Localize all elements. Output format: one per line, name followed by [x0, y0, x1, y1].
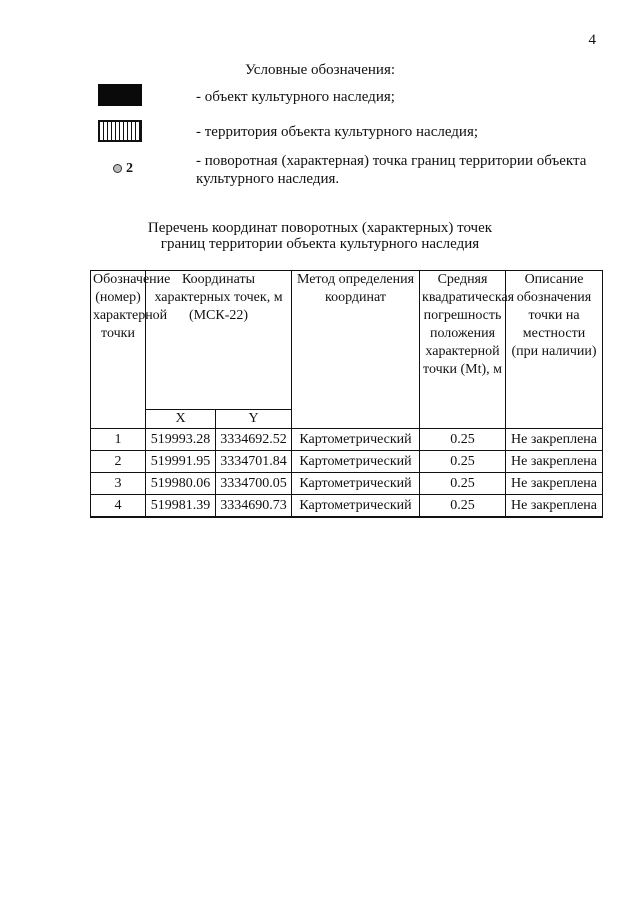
cell-y: 3334700.05 [216, 473, 292, 495]
cell-num: 2 [91, 451, 146, 473]
turning-point-icon [113, 164, 122, 173]
cell-error: 0.25 [420, 473, 506, 495]
header-y: Y [216, 410, 292, 429]
cell-method: Картометрический [292, 473, 420, 495]
legend-item-territory: - территория объекта культурного наследия; [196, 124, 479, 140]
header-coordinates: Координаты характерных точек, м (МСК-22) [146, 271, 292, 410]
table-row [91, 495, 603, 518]
cell-error: 0.25 [420, 495, 506, 518]
coordinates-list-title-line2: границ территории объекта культурного наследия [160, 236, 480, 252]
table-row [91, 473, 603, 495]
cell-x: 519980.06 [146, 473, 216, 495]
legend-item-object: - объект культурного наследия; [196, 89, 395, 105]
page-number: 4 [588, 32, 596, 48]
cell-num: 1 [91, 429, 146, 451]
cell-method: Картометрический [292, 429, 420, 451]
turning-point-symbol-label: 2 [126, 161, 133, 176]
header-error: Средняя квадратическая погрешность положения характерной точки (Mt), м [420, 271, 506, 429]
cell-method: Картометрический [292, 495, 420, 518]
header-method: Метод определения координат [292, 271, 420, 429]
table-row [91, 451, 603, 473]
legend-title: Условные обозначения: [244, 62, 396, 78]
legend-item-turning-point: - поворотная (характерная) точка границ территории объекта культурного наследия. [196, 153, 587, 187]
header-x: X [146, 410, 216, 429]
cell-description: Не закреплена [506, 451, 603, 473]
cultural-object-symbol-icon [98, 84, 142, 106]
cell-method: Картометрический [292, 451, 420, 473]
table-row [91, 429, 603, 451]
territory-symbol-icon [98, 120, 142, 142]
coordinates-list-title-line1: Перечень координат поворотных (характерных) точек [147, 220, 493, 236]
cell-description: Не закреплена [506, 473, 603, 495]
cell-x: 519991.95 [146, 451, 216, 473]
cell-num: 3 [91, 473, 146, 495]
header-designation: Обозначение (номер) характерной точки [91, 271, 146, 429]
coordinates-list-title [0, 220, 640, 252]
cell-description: Не закреплена [506, 429, 603, 451]
cell-x: 519981.39 [146, 495, 216, 518]
cell-error: 0.25 [420, 429, 506, 451]
turning-point-symbol [113, 161, 133, 177]
cell-y: 3334701.84 [216, 451, 292, 473]
cell-x: 519993.28 [146, 429, 216, 451]
cell-y: 3334692.52 [216, 429, 292, 451]
header-description: Описание обозначения точки на местности (при наличии) [506, 271, 603, 429]
coordinates-table [90, 270, 603, 518]
cell-error: 0.25 [420, 451, 506, 473]
cell-num: 4 [91, 495, 146, 518]
cell-description: Не закреплена [506, 495, 603, 518]
cell-y: 3334690.73 [216, 495, 292, 518]
